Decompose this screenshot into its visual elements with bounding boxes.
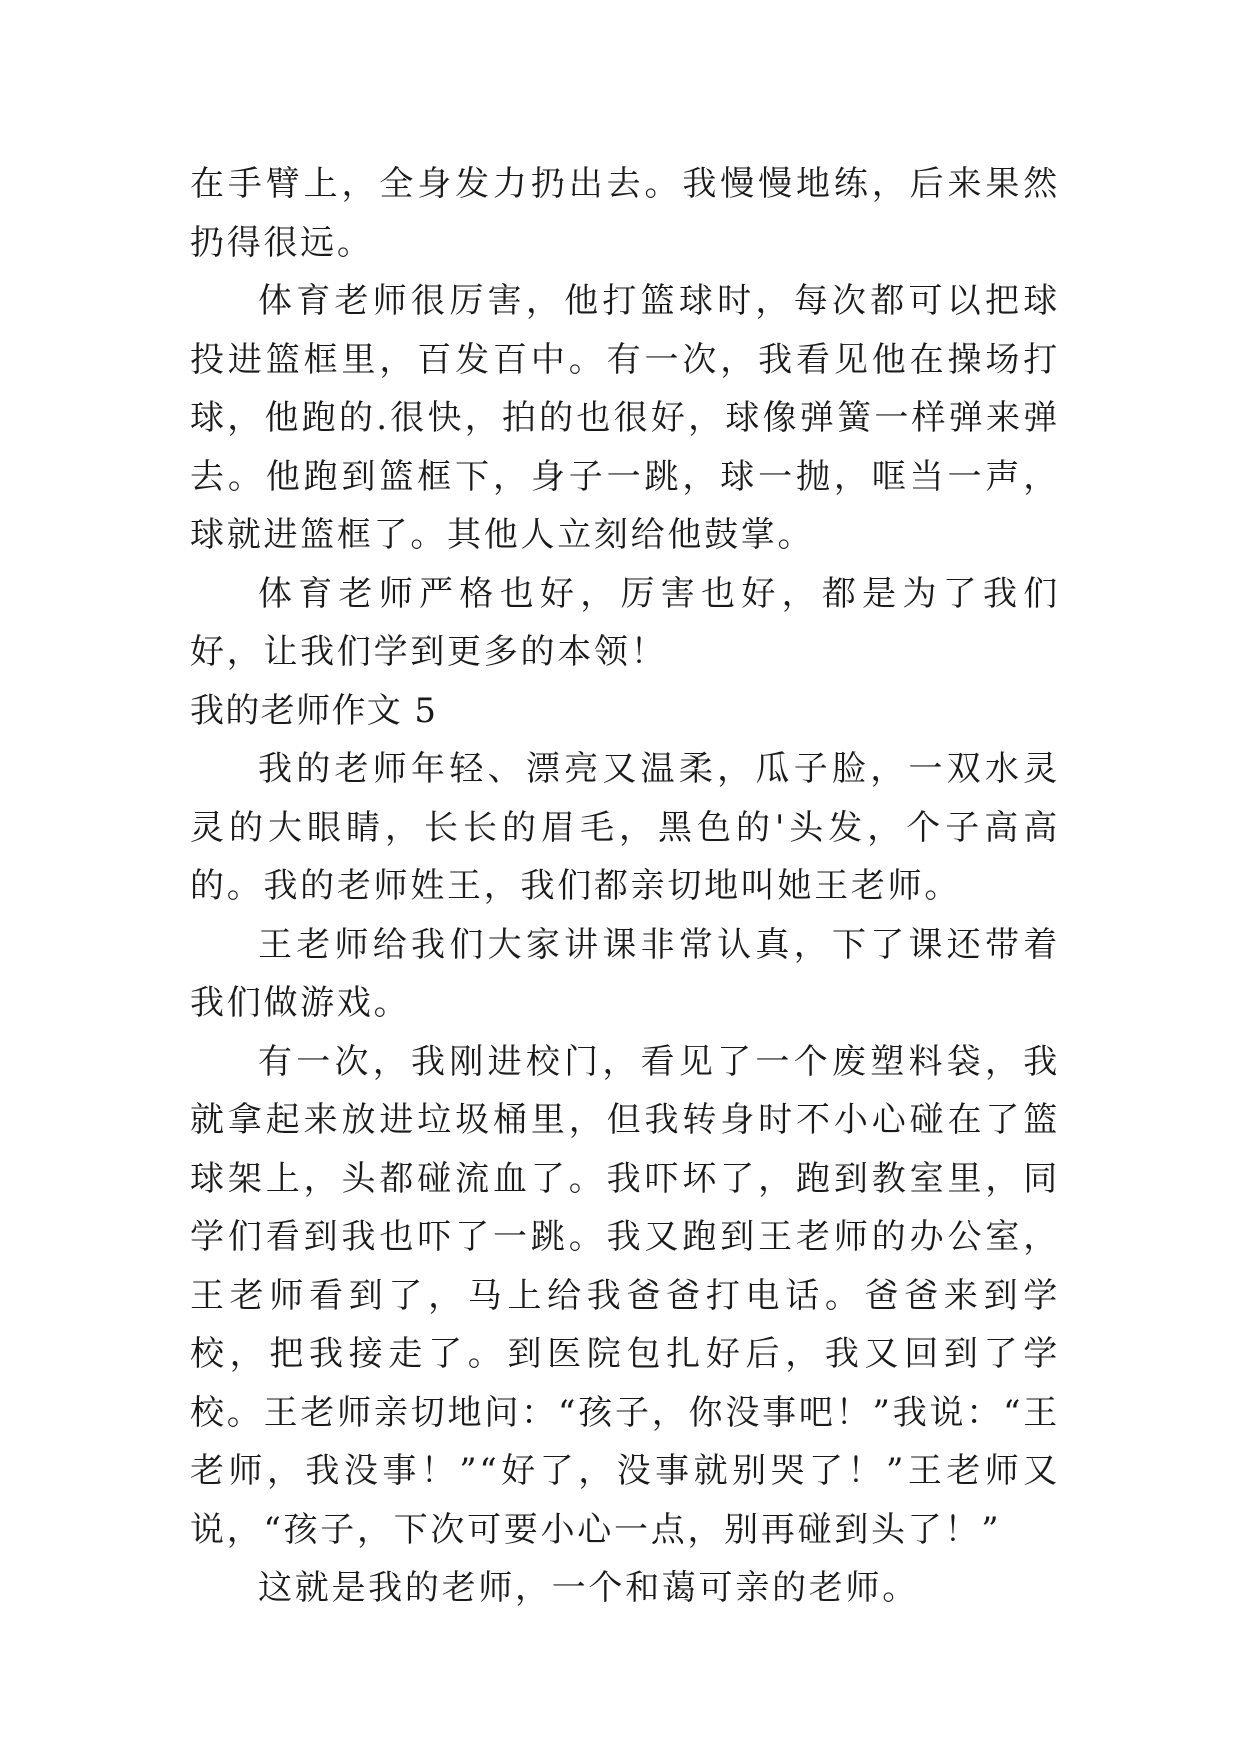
paragraph-basketball-teacher: 体育老师很厉害，他打篮球时，每次都可以把球投进篮框里，百发百中。有一次，我看见他在操场打球，他跑的.很快，拍的也很好，球像弹簧一样弹来弹去。他跑到篮框下，身子一跳，球一抛，哐当一声，球就进篮框了。其他人立刻给他鼓掌。 bbox=[190, 281, 1060, 555]
paragraph-teacher-appearance: 我的老师年轻、漂亮又温柔，瓜子脸，一双水灵灵的大眼睛，长长的眉毛，黑色的'头发，个子高高的。我的老师姓王，我们都亲切地叫她王老师。 bbox=[190, 749, 1060, 906]
essay-title: 我的老师作文 5 bbox=[190, 690, 438, 731]
paragraph-teaching: 王老师给我们大家讲课非常认真，下了课还带着我们做游戏。 bbox=[190, 924, 1060, 1023]
paragraph-strict-teacher: 体育老师严格也好，厉害也好，都是为了我们好，让我们学到更多的本领！ bbox=[190, 573, 1060, 672]
paragraph-injury-story: 有一次，我刚进校门，看见了一个废塑料袋，我就拿起来放进垃圾桶里，但我转身时不小心碰在了篮球架上，头都碰流血了。我吓坏了，跑到教室里，同学们看到我也吓了一跳。我又跑到王老师的办公室，王老师看到了，马上给我爸爸打电话。爸爸来到学校，把我接走了。到医院包扎好后，我又回到了学校。王老师亲切地问：“孩子，你没事吧！”我说：“王老师，我没事！”“好了，没事就别哭了！”王老师又说，“孩子，下次可要小心一点，别再碰到头了！” bbox=[190, 1041, 1060, 1550]
paragraph-arm-practice: 在手臂上，全身发力扔出去。我慢慢地练，后来果然扔得很远。 bbox=[190, 164, 1060, 263]
paragraph-conclusion: 这就是我的老师，一个和蔼可亲的老师。 bbox=[258, 1568, 919, 1608]
document-page bbox=[190, 155, 1060, 1618]
